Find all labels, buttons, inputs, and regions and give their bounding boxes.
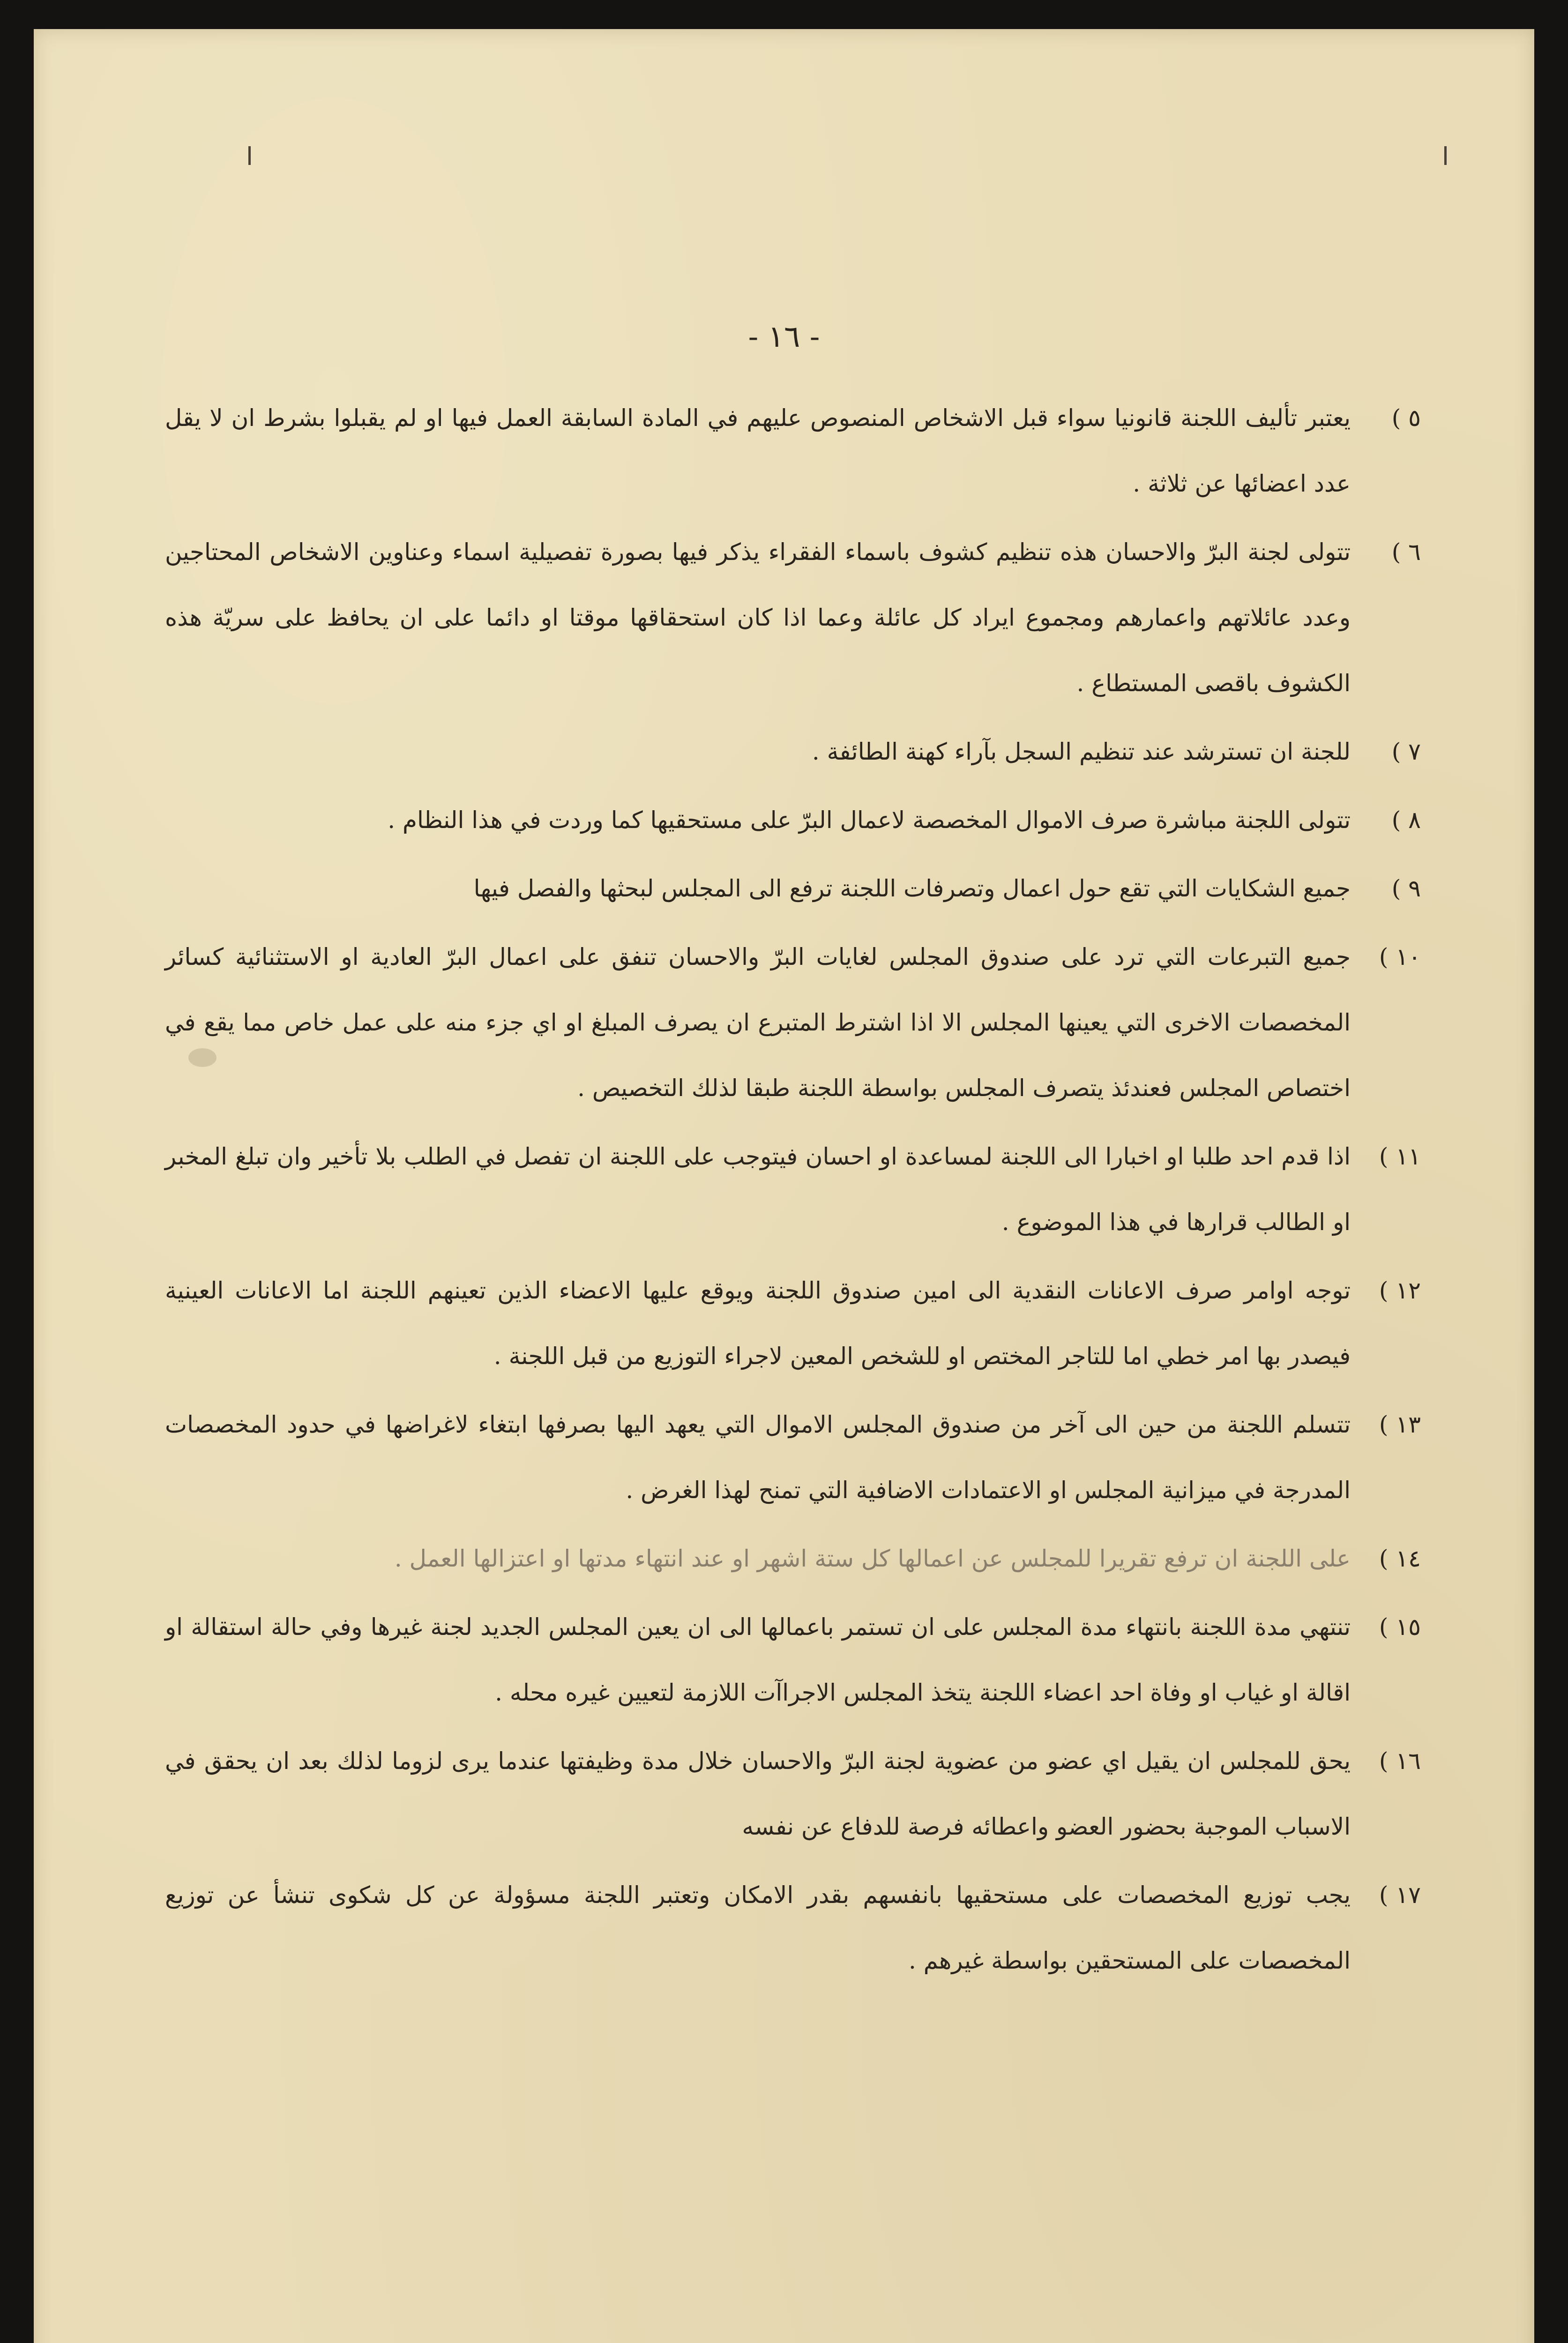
clause-number: ١٣ ) [1379, 1411, 1421, 1438]
clause-text: على اللجنة ان ترفع تقريرا للمجلس عن اعمالها كل ستة اشهر او عند انتهاء مدتها او اعتزالها العمل . [394, 1545, 1351, 1572]
clause-text: توجه اوامر صرف الاعانات النقدية الى امين صندوق اللجنة ويوقع عليها الاعضاء الذين تعينهم اللجنة اما الاعانات العينية فيصدر بها امر خطي اما للتاجر المختص او للشخص المعين لاجراء التوزيع من قبل اللجنة . [165, 1277, 1351, 1370]
clause-13 [165, 1392, 1421, 1523]
clause-5 [165, 385, 1421, 516]
clause-number: ١٦ ) [1379, 1747, 1421, 1775]
clause-17 [165, 1862, 1421, 1993]
clause-7 [165, 719, 1421, 784]
clause-text: تنتهي مدة اللجنة بانتهاء مدة المجلس على ان تستمر باعمالها الى ان يعين المجلس الجديد لجنة غيرها وفي حالة استقالة او اقالة او غياب او وفاة احد اعضاء اللجنة يتخذ المجلس الاجراآت اللازمة لتعيين غيره محله . [165, 1613, 1351, 1706]
clause-text: للجنة ان تسترشد عند تنظيم السجل بآراء كهنة الطائفة . [812, 738, 1351, 765]
clause-number: ٧ ) [1391, 738, 1421, 765]
clause-number: ٨ ) [1391, 806, 1421, 834]
clause-text: يعتبر تأليف اللجنة قانونيا سواء قبل الاشخاص المنصوص عليهم في المادة السابقة العمل فيها او لم يقبلوا بشرط ان لا يقل عدد اعضائها عن ثلاثة . [165, 404, 1351, 497]
crease-mark [1444, 146, 1447, 165]
clause-9 [165, 856, 1421, 921]
clause-number: ١٠ ) [1379, 943, 1421, 970]
clause-text: تتولى اللجنة مباشرة صرف الاموال المخصصة لاعمال البرّ على مستحقيها كما وردت في هذا النظام . [388, 806, 1351, 834]
clause-text: جميع التبرعات التي ترد على صندوق المجلس لغايات البرّ والاحسان تنفق على اعمال البرّ العادية او الاستثنائية كسائر المخصصات الاخرى التي يعينها المجلس الا اذا اشترط المتبرع ان يصرف المبلغ او اي جزء منه على عمل خاص مما يقع في اختصاص المجلس فعندئذ يتصرف المجلس بواسطة اللجنة طبقا لذلك التخصيص . [165, 943, 1351, 1102]
clause-number: ١١ ) [1379, 1143, 1421, 1170]
clause-number: ١٥ ) [1379, 1613, 1421, 1641]
clause-number: ١٤ ) [1379, 1545, 1421, 1572]
clause-12 [165, 1258, 1421, 1389]
crease-mark [248, 146, 251, 165]
clause-number: ٥ ) [1391, 404, 1421, 432]
document-body [165, 385, 1421, 1996]
clause-8 [165, 787, 1421, 853]
document-page [34, 29, 1534, 2343]
clause-number: ١٧ ) [1379, 1881, 1421, 1909]
clause-6 [165, 519, 1421, 716]
clause-15 [165, 1594, 1421, 1725]
clause-number: ٩ ) [1391, 875, 1421, 902]
clause-text: جميع الشكايات التي تقع حول اعمال وتصرفات اللجنة ترفع الى المجلس لبحثها والفصل فيها [473, 875, 1351, 902]
clause-16 [165, 1728, 1421, 1859]
clause-number: ٦ ) [1391, 538, 1421, 566]
clause-11 [165, 1124, 1421, 1255]
clause-14 [165, 1526, 1421, 1591]
clause-text: يحق للمجلس ان يقيل اي عضو من عضوية لجنة البرّ والاحسان خلال مدة وظيفتها عندما يرى لزوما لذلك بعد ان يحقق في الاسباب الموجبة بحضور العضو واعطائه فرصة للدفاع عن نفسه [165, 1747, 1351, 1840]
clause-text: تتولى لجنة البرّ والاحسان هذه تنظيم كشوف باسماء الفقراء يذكر فيها بصورة تفصيلية اسماء وعناوين الاشخاص المحتاجين وعدد عائلاتهم واعمارهم ومجموع ايراد كل عائلة وعما اذا كان استحقاقها موقتا او دائما على ان يحافظ على سريّة هذه الكشوف باقصى المستطاع . [165, 538, 1351, 697]
clause-number: ١٢ ) [1379, 1277, 1421, 1304]
page-number: - ١٦ - [748, 320, 820, 354]
clause-text: اذا قدم احد طلبا او اخبارا الى اللجنة لمساعدة او احسان فيتوجب على اللجنة ان تفصل في الطلب بلا تأخير وان تبلغ المخبر او الطالب قرارها في هذا الموضوع . [165, 1143, 1351, 1236]
clause-text: تتسلم اللجنة من حين الى آخر من صندوق المجلس الاموال التي يعهد اليها بصرفها ابتغاء لاغراضها في حدود المخصصات المدرجة في ميزانية المجلس او الاعتمادات الاضافية التي تمنح لهذا الغرض . [165, 1411, 1351, 1504]
clause-text: يجب توزيع المخصصات على مستحقيها بانفسهم بقدر الامكان وتعتبر اللجنة مسؤولة عن كل شكوى تنشأ عن توزيع المخصصات على المستحقين بواسطة غيرهم . [165, 1881, 1351, 1974]
clause-10 [165, 924, 1421, 1121]
